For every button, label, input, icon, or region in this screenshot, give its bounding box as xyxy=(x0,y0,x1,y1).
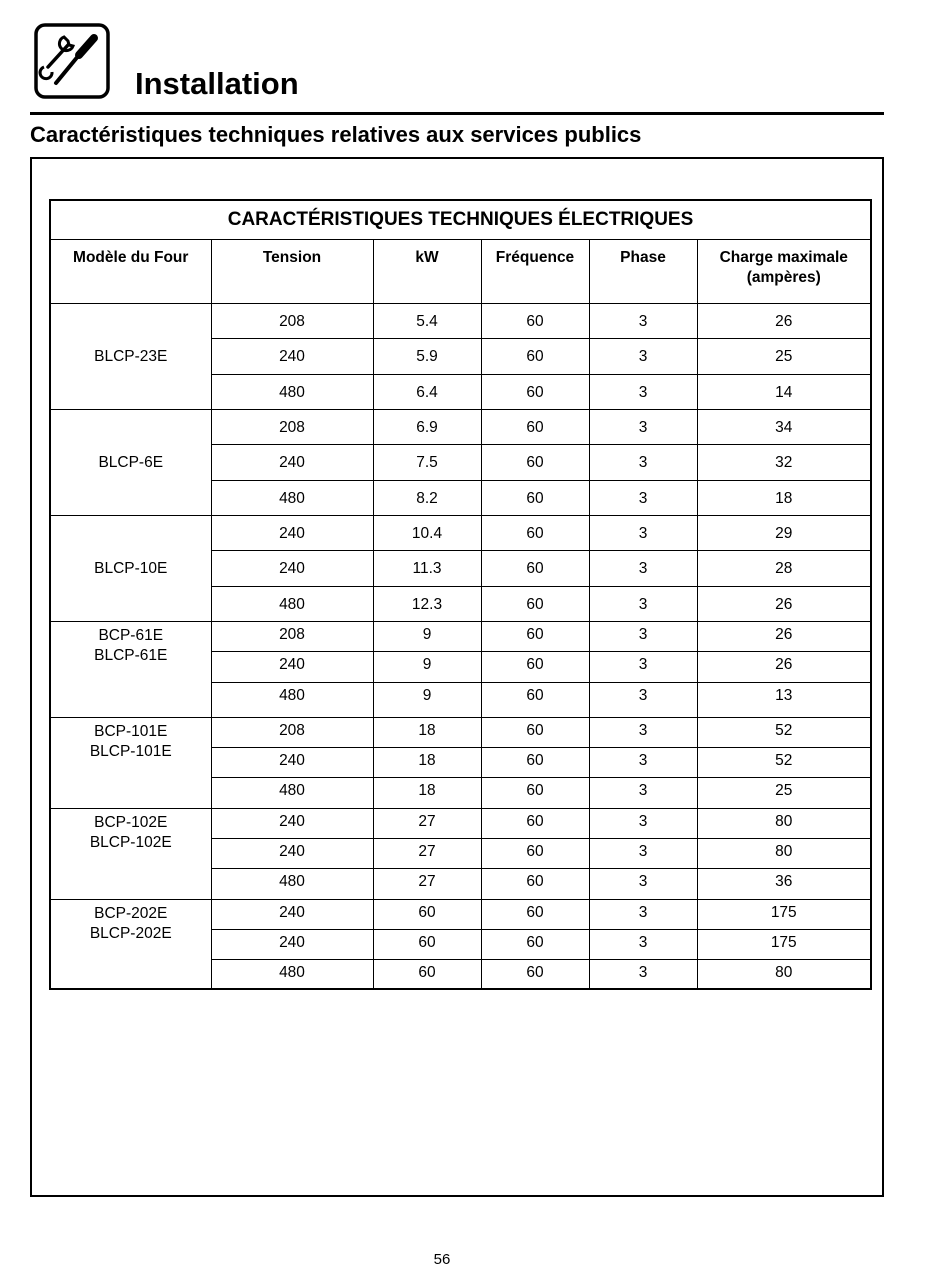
kw-cell: 60 xyxy=(373,900,481,930)
table-header-row xyxy=(50,240,871,304)
voltage-cell: 480 xyxy=(211,778,373,809)
table-row xyxy=(50,900,871,930)
frequency-cell: 60 xyxy=(481,683,589,718)
kw-cell: 10.4 xyxy=(373,516,481,551)
phase-cell: 3 xyxy=(589,652,697,683)
model-name: BLCP-102E xyxy=(89,834,172,851)
phase-cell: 3 xyxy=(589,839,697,869)
kw-cell: 27 xyxy=(373,809,481,839)
voltage-cell: 240 xyxy=(211,930,373,960)
column-header-max-load xyxy=(697,240,871,304)
max-load-cell: 13 xyxy=(697,683,871,718)
column-header-frequency: Fréquence xyxy=(481,240,589,304)
page-title: Installation xyxy=(135,66,299,101)
model-name: BLCP-202E xyxy=(89,925,172,942)
frequency-cell: 60 xyxy=(481,516,589,551)
kw-cell: 6.9 xyxy=(373,410,481,445)
wrench-screwdriver-icon xyxy=(34,23,110,99)
phase-cell: 3 xyxy=(589,410,697,445)
kw-cell: 27 xyxy=(373,839,481,869)
kw-cell: 6.4 xyxy=(373,375,481,410)
kw-cell: 9 xyxy=(373,622,481,652)
kw-cell: 5.9 xyxy=(373,339,481,375)
phase-cell: 3 xyxy=(589,718,697,748)
max-load-cell: 175 xyxy=(697,930,871,960)
phase-cell: 3 xyxy=(589,778,697,809)
table-body xyxy=(50,304,871,989)
voltage-cell: 240 xyxy=(211,652,373,683)
voltage-cell: 240 xyxy=(211,900,373,930)
phase-cell: 3 xyxy=(589,809,697,839)
page-number: 56 xyxy=(433,1251,451,1268)
kw-cell: 12.3 xyxy=(373,587,481,622)
table-row xyxy=(50,622,871,652)
model-name: BCP-202E xyxy=(94,905,168,922)
phase-cell: 3 xyxy=(589,869,697,900)
frequency-cell: 60 xyxy=(481,587,589,622)
table-row xyxy=(50,718,871,748)
model-cell xyxy=(50,900,211,989)
max-load-cell: 29 xyxy=(697,516,871,551)
max-load-cell: 34 xyxy=(697,410,871,445)
frequency-cell: 60 xyxy=(481,930,589,960)
table-row xyxy=(50,304,871,339)
max-load-cell: 26 xyxy=(697,652,871,683)
kw-cell: 60 xyxy=(373,930,481,960)
kw-cell: 8.2 xyxy=(373,481,481,516)
kw-cell: 9 xyxy=(373,683,481,718)
frequency-cell: 60 xyxy=(481,778,589,809)
frequency-cell: 60 xyxy=(481,339,589,375)
frequency-cell: 60 xyxy=(481,869,589,900)
voltage-cell: 240 xyxy=(211,445,373,481)
max-load-cell: 52 xyxy=(697,718,871,748)
table-row xyxy=(50,516,871,551)
frequency-cell: 60 xyxy=(481,304,589,339)
kw-cell: 5.4 xyxy=(373,304,481,339)
column-header-kw: kW xyxy=(373,240,481,304)
model-name: BCP-102E xyxy=(94,814,168,831)
max-load-cell: 14 xyxy=(697,375,871,410)
kw-cell: 7.5 xyxy=(373,445,481,481)
phase-cell: 3 xyxy=(589,748,697,778)
model-cell xyxy=(50,516,211,622)
table-row xyxy=(50,410,871,445)
model-cell xyxy=(50,622,211,718)
max-load-cell: 36 xyxy=(697,869,871,900)
frequency-cell: 60 xyxy=(481,839,589,869)
phase-cell: 3 xyxy=(589,481,697,516)
phase-cell: 3 xyxy=(589,587,697,622)
phase-cell: 3 xyxy=(589,930,697,960)
model-cell xyxy=(50,304,211,410)
phase-cell: 3 xyxy=(589,375,697,410)
frequency-cell: 60 xyxy=(481,900,589,930)
frequency-cell: 60 xyxy=(481,481,589,516)
model-name: BLCP-23E xyxy=(94,347,168,365)
max-load-cell: 80 xyxy=(697,809,871,839)
model-name: BLCP-61E xyxy=(94,647,168,664)
column-header-max-load-line2: (ampères) xyxy=(746,269,821,286)
column-header-voltage: Tension xyxy=(211,240,373,304)
frequency-cell: 60 xyxy=(481,622,589,652)
frequency-cell: 60 xyxy=(481,809,589,839)
voltage-cell: 208 xyxy=(211,410,373,445)
model-name: BLCP-10E xyxy=(94,559,168,577)
column-header-phase: Phase xyxy=(589,240,697,304)
title-divider xyxy=(30,112,884,115)
column-header-model: Modèle du Four xyxy=(50,240,211,304)
table-row xyxy=(50,809,871,839)
voltage-cell: 480 xyxy=(211,587,373,622)
max-load-cell: 26 xyxy=(697,622,871,652)
kw-cell: 60 xyxy=(373,960,481,989)
kw-cell: 18 xyxy=(373,718,481,748)
max-load-cell: 80 xyxy=(697,960,871,989)
frequency-cell: 60 xyxy=(481,652,589,683)
model-name: BCP-61E xyxy=(98,627,164,644)
voltage-cell: 240 xyxy=(211,516,373,551)
voltage-cell: 240 xyxy=(211,839,373,869)
frequency-cell: 60 xyxy=(481,375,589,410)
kw-cell: 18 xyxy=(373,778,481,809)
frequency-cell: 60 xyxy=(481,410,589,445)
voltage-cell: 240 xyxy=(211,809,373,839)
model-cell xyxy=(50,809,211,900)
model-cell xyxy=(50,410,211,516)
frequency-cell: 60 xyxy=(481,960,589,989)
phase-cell: 3 xyxy=(589,683,697,718)
voltage-cell: 240 xyxy=(211,551,373,587)
voltage-cell: 480 xyxy=(211,683,373,718)
phase-cell: 3 xyxy=(589,900,697,930)
voltage-cell: 480 xyxy=(211,960,373,989)
voltage-cell: 208 xyxy=(211,718,373,748)
max-load-cell: 80 xyxy=(697,839,871,869)
model-name: BLCP-6E xyxy=(98,453,164,471)
electrical-specs-table-wrapper xyxy=(49,199,870,990)
max-load-cell: 25 xyxy=(697,339,871,375)
voltage-cell: 480 xyxy=(211,869,373,900)
voltage-cell: 240 xyxy=(211,748,373,778)
phase-cell: 3 xyxy=(589,339,697,375)
max-load-cell: 26 xyxy=(697,587,871,622)
voltage-cell: 480 xyxy=(211,481,373,516)
section-heading: Caractéristiques techniques relatives aux services publics xyxy=(30,122,642,147)
max-load-cell: 32 xyxy=(697,445,871,481)
model-cell xyxy=(50,718,211,809)
phase-cell: 3 xyxy=(589,516,697,551)
max-load-cell: 28 xyxy=(697,551,871,587)
phase-cell: 3 xyxy=(589,445,697,481)
frequency-cell: 60 xyxy=(481,445,589,481)
max-load-cell: 26 xyxy=(697,304,871,339)
kw-cell: 18 xyxy=(373,748,481,778)
table-caption: CARACTÉRISTIQUES TECHNIQUES ÉLECTRIQUES xyxy=(50,200,871,240)
phase-cell: 3 xyxy=(589,960,697,989)
model-name: BLCP-101E xyxy=(89,743,172,760)
kw-cell: 27 xyxy=(373,869,481,900)
column-header-max-load-line1: Charge maximale xyxy=(719,249,848,266)
voltage-cell: 208 xyxy=(211,304,373,339)
max-load-cell: 18 xyxy=(697,481,871,516)
max-load-cell: 52 xyxy=(697,748,871,778)
phase-cell: 3 xyxy=(589,304,697,339)
frequency-cell: 60 xyxy=(481,748,589,778)
max-load-cell: 175 xyxy=(697,900,871,930)
electrical-specs-table xyxy=(49,199,872,990)
voltage-cell: 480 xyxy=(211,375,373,410)
voltage-cell: 240 xyxy=(211,339,373,375)
model-name: BCP-101E xyxy=(94,723,168,740)
max-load-cell: 25 xyxy=(697,778,871,809)
kw-cell: 9 xyxy=(373,652,481,683)
frequency-cell: 60 xyxy=(481,718,589,748)
frequency-cell: 60 xyxy=(481,551,589,587)
voltage-cell: 208 xyxy=(211,622,373,652)
phase-cell: 3 xyxy=(589,622,697,652)
kw-cell: 11.3 xyxy=(373,551,481,587)
phase-cell: 3 xyxy=(589,551,697,587)
